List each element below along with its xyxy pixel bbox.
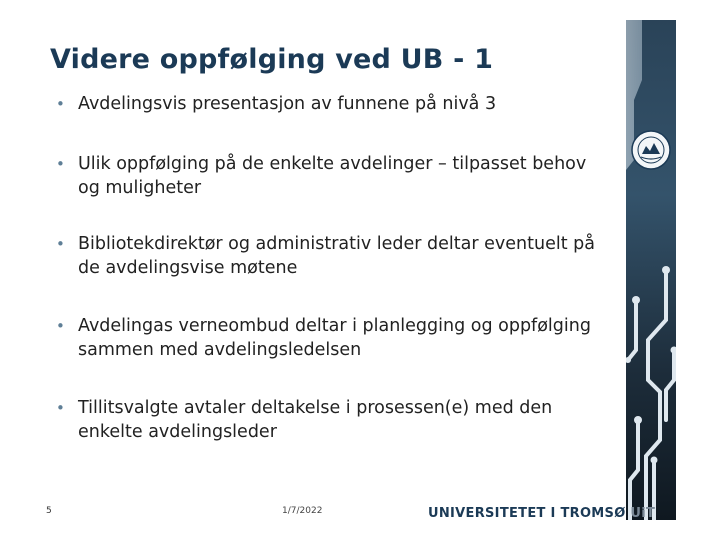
bullet-dot-icon: • [56, 399, 65, 417]
bullet-text: Bibliotekdirektør og administrativ leder deltar eventuelt på de avdelingsvise møtene [78, 234, 595, 278]
bullet-item [50, 314, 610, 362]
bullet-text: Ulik oppfølging på de enkelte avdelinger – tilpasset behov og muligheter [78, 154, 587, 198]
logo-text: UNIVERSITETET I TROMSØ [428, 506, 626, 521]
bullet-dot-icon: • [56, 155, 65, 173]
slide-title: Videre oppfølging ved UB - 1 [50, 44, 494, 75]
bullet-text: Avdelingas verneombud deltar i planlegging og oppfølging sammen med avdelingsledelsen [78, 316, 591, 360]
bullet-text: Avdelingsvis presentasjon av funnene på nivå 3 [78, 94, 497, 114]
university-seal-icon [632, 131, 670, 169]
university-logo [428, 506, 655, 521]
slide-number: 5 [46, 506, 52, 516]
bullet-item [50, 152, 610, 200]
bullet-dot-icon: • [56, 235, 65, 253]
bullet-item [50, 396, 610, 444]
bullet-dot-icon: • [56, 317, 65, 335]
decorative-sidebar [626, 20, 676, 520]
logo-suffix: UiT [630, 506, 656, 521]
bullet-text: Tillitsvalgte avtaler deltakelse i prosessen(e) med den enkelte avdelingsleder [78, 398, 553, 442]
slide-date: 1/7/2022 [282, 506, 323, 516]
bullet-item [50, 232, 610, 280]
bullet-dot-icon: • [56, 95, 65, 113]
bullet-item [50, 92, 610, 116]
